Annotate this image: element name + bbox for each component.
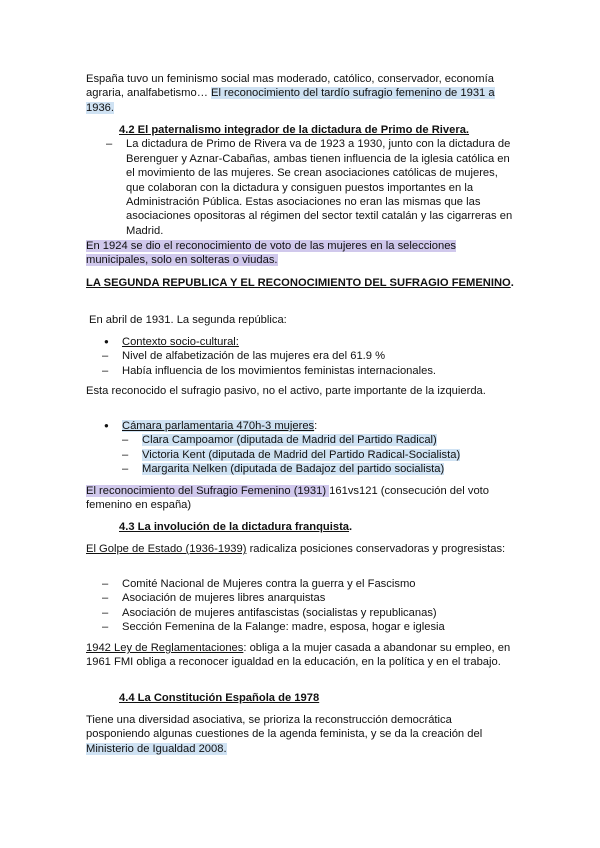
republic-heading-period: . — [510, 277, 514, 289]
law-paragraph — [86, 641, 516, 670]
list-item — [122, 433, 516, 447]
context-items — [102, 349, 516, 378]
context-block — [86, 335, 516, 378]
list-item: – Sección Femenina de la Falange: madre, esposa, hogar e iglesia — [102, 620, 532, 634]
deputy-name: Margarita Nelken (diputada de Badajoz del partido socialista) — [142, 463, 445, 476]
chamber-colon: : — [314, 420, 318, 432]
deputies-list — [122, 433, 516, 476]
republic-intro: En abril de 1931. La segunda república: — [89, 314, 287, 326]
republic-heading — [86, 276, 516, 290]
constitution-highlight: Ministerio de Igualdad 2008. — [86, 742, 227, 755]
suffrage-note: Esta reconocido el sufragio pasivo, no el activo, parte importante de la izquierda. — [86, 385, 486, 397]
list-item: – Comité Nacional de Mujeres contra la guerra y el Fascismo — [102, 577, 532, 591]
context-bullet — [102, 335, 516, 349]
list-item: – Asociación de mujeres libres anarquistas — [102, 591, 532, 605]
section-4-2-heading: 4.2 El paternalismo integrador de la dictadura de Primo de Rivera. — [119, 124, 470, 136]
law-rest: : obliga a la mujer casada a abandonar su empleo, en 1961 FMI obliga a reconocer igualdad en la educación, en la política y en el trabajo. — [86, 642, 511, 669]
section-4-3-heading-period: . — [349, 521, 353, 533]
list-item: – Nivel de alfabetización de las mujeres era del 61.9 % — [102, 349, 516, 363]
vote-1924-highlight: En 1924 se dio el reconocimiento de voto de las mujeres en la selecciones municipales, solo en solteras o viudas. — [86, 240, 457, 267]
coup-label: El Golpe de Estado (1936-1939) — [86, 543, 247, 555]
section-4-4-heading: 4.4 La Constitución Española de 1978 — [119, 692, 320, 704]
vote-1924-paragraph — [86, 239, 516, 268]
section-4-2-list — [106, 137, 516, 238]
recognition-highlight: El reconocimiento del Sufragio Femenino (1931) — [86, 485, 330, 497]
list-item: – La dictadura de Primo de Rivera va de 1923 a 1930, junto con la dictadura de Berenguer y Aznar-Cabañas, ambas tienen influencia de la iglesia católica en el movimiento de las mujeres. Se crean asociaciones católicas de mujeres, que colaboran con la dictadura y consiguen puestos importantes en la Administración Pública. Estas asociaciones no eran las mismas que las asociaciones opositoras al régimen del sector textil catalán y las cigarreras en Madrid. — [106, 137, 516, 238]
recognition-paragraph — [86, 484, 516, 513]
deputy-name: Clara Campoamor (diputada de Madrid del Partido Radical) — [142, 434, 437, 447]
section-4-2 — [86, 123, 516, 238]
coup-paragraph — [86, 542, 516, 556]
list-item — [122, 462, 516, 476]
section-4-3-heading — [86, 520, 549, 534]
constitution-paragraph — [86, 713, 516, 756]
list-item: – Había influencia de los movimientos feministas internacionales. — [102, 364, 516, 378]
law-label: 1942 Ley de Reglamentaciones — [86, 642, 244, 654]
republic-heading-text: LA SEGUNDA REPUBLICA Y EL RECONOCIMIENTO DEL SUFRAGIO FEMENINO — [86, 277, 511, 289]
intro-paragraph — [86, 72, 516, 115]
constitution-text: Tiene una diversidad asociativa, se prioriza la reconstrucción democrática posponiendo algunas cuestiones de la agenda feminista, y se da la creación del — [86, 714, 483, 741]
context-bullet-list — [102, 335, 516, 349]
chamber-block — [86, 419, 516, 477]
chamber-label: Cámara parlamentaria 470h-3 mujeres — [122, 420, 315, 432]
recognition-rest: 161vs121 (consecución del voto femenino en españa) — [86, 485, 489, 512]
deputy-name: Victoria Kent (diputada de Madrid del Partido Radical-Socialista) — [142, 448, 461, 461]
list-item: – Asociación de mujeres antifascistas (socialistas y republicanas) — [102, 606, 532, 620]
coup-rest: radicaliza posiciones conservadoras y progresistas: — [246, 543, 506, 555]
section-4-3-heading-text: 4.3 La involución de la dictadura franquista — [119, 521, 350, 533]
organizations-list — [102, 577, 532, 635]
chamber-bullet — [102, 419, 516, 433]
intro-highlight: El reconocimiento del tardío sufragio femenino de 1931 a 1936. — [86, 87, 495, 114]
chamber-bullet-list — [102, 419, 516, 433]
list-item — [122, 448, 516, 462]
intro-text: España tuvo un feminismo social mas moderado, católico, conservador, economía agraria, analfabetismo… — [86, 73, 494, 100]
context-label: Contexto socio-cultural: — [122, 336, 239, 348]
